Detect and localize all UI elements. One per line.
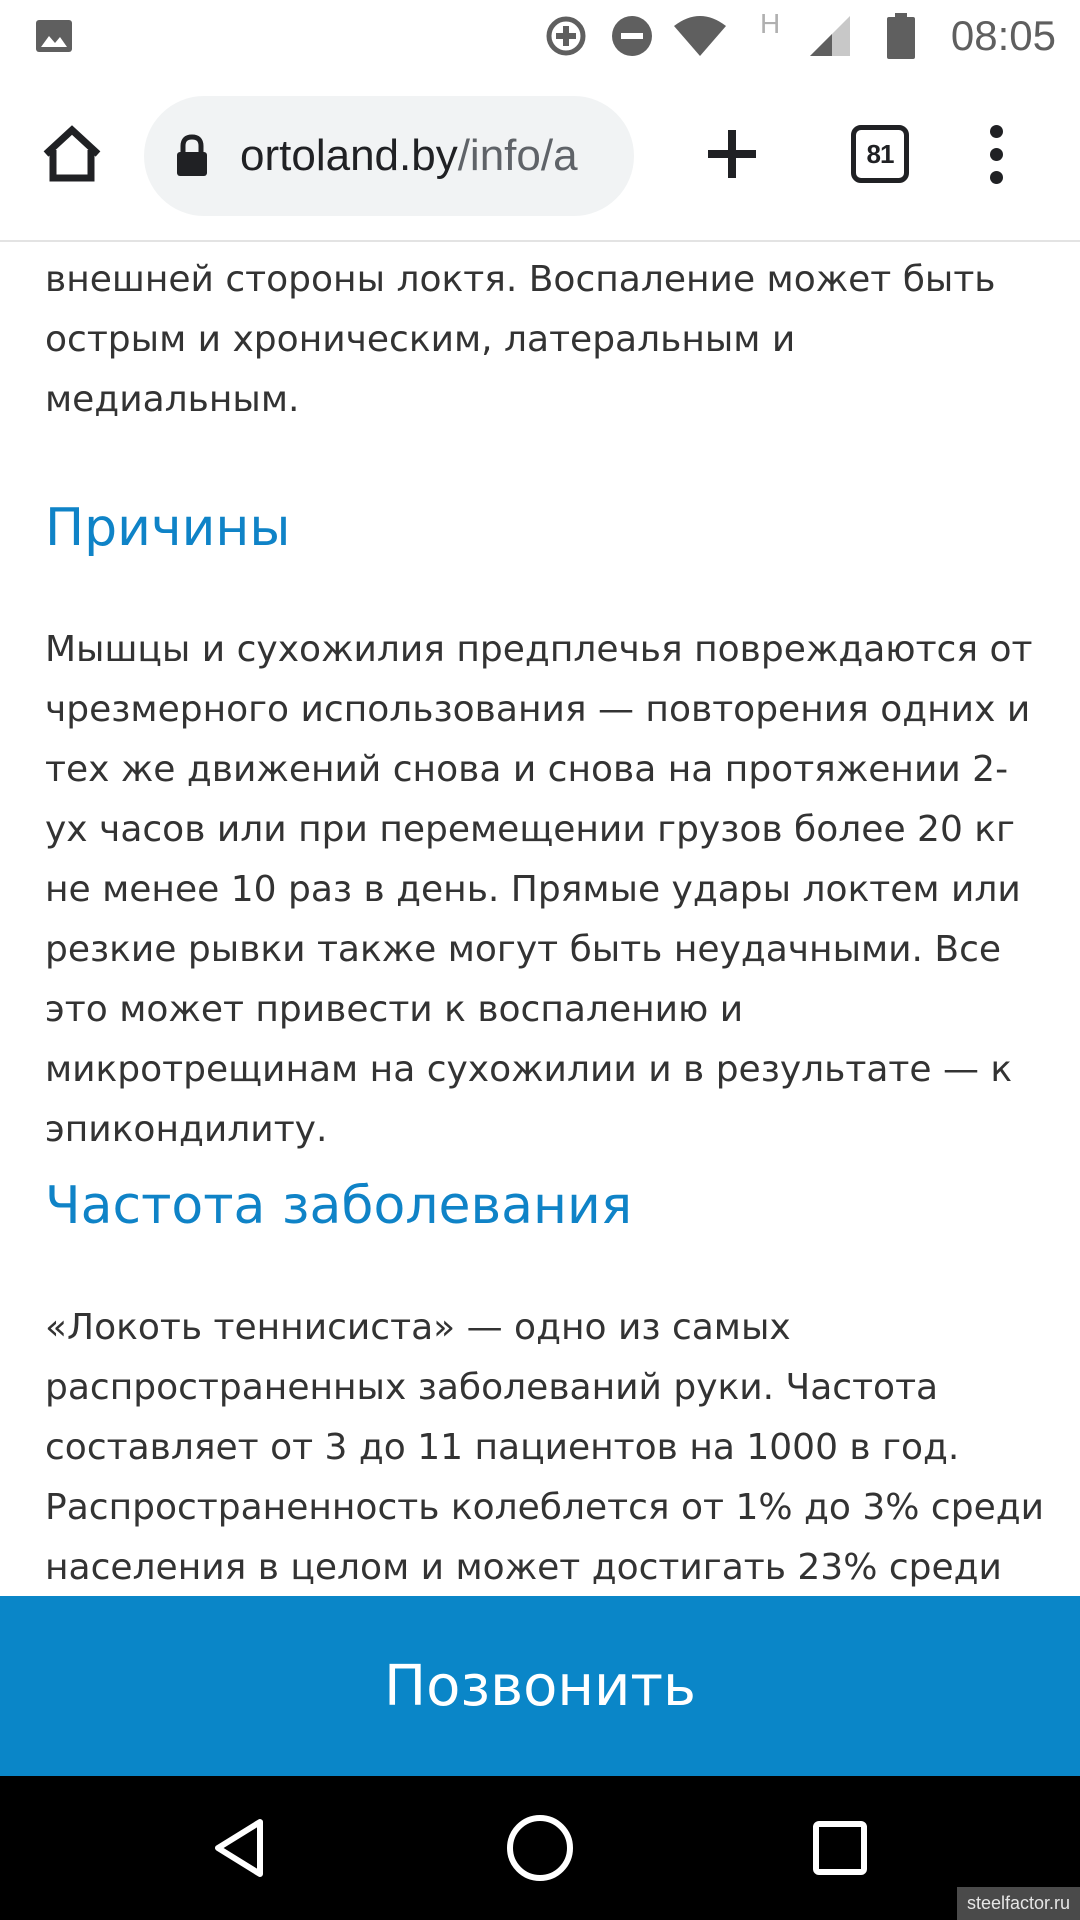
tab-count: 81 xyxy=(851,125,909,183)
url-domain: ortoland.by xyxy=(240,131,458,180)
home-icon xyxy=(40,124,104,184)
battery-icon xyxy=(886,10,916,62)
plus-icon xyxy=(706,128,758,180)
image-icon xyxy=(34,10,74,62)
causes-paragraph: Мышцы и сухожилия предплечья повреждаются от чрезмерного использования — повторения одних и тех же движений снова и снова на протяжении 2-ух часов или при перемещении грузов более 20 кг не менее 10 раз в день. Прямые удары локтем или резкие рывки также могут быть неудачными. Все это может привести к воспалению и микротрещинам на сухожилии и в результате — к эпикондилиту. xyxy=(45,629,1033,1150)
frequency-heading: Частота заболевания xyxy=(45,1176,633,1236)
watermark: steelfactor.ru xyxy=(957,1887,1080,1920)
call-button[interactable]: Позвонить xyxy=(0,1596,1080,1776)
network-type-label: H xyxy=(760,8,781,39)
data-saver-icon xyxy=(544,10,588,62)
home-circle-icon xyxy=(502,1810,578,1886)
url-path: /info/a xyxy=(457,131,578,180)
url-text[interactable] xyxy=(240,96,620,216)
menu-dot xyxy=(990,148,1003,161)
recents-button[interactable] xyxy=(798,1806,882,1890)
frequency-paragraph: «Локоть теннисиста» — одно из самых распространенных заболеваний руки. Частота составляет от 3 до 11 пациентов на 1000 в год. Распространенность колеблется от 1% до 3% среди населения в целом и может достигать 23% среди xyxy=(45,1307,1044,1588)
browser-toolbar xyxy=(0,72,1080,242)
tab-switcher-button[interactable] xyxy=(840,114,920,194)
status-time: 08:05 xyxy=(950,12,1056,59)
recents-icon xyxy=(810,1818,870,1878)
status-bar xyxy=(0,0,1080,72)
causes-heading: Причины xyxy=(45,498,291,558)
lock-icon xyxy=(174,134,210,178)
article-content xyxy=(45,242,1045,1596)
menu-dot xyxy=(990,125,1003,138)
address-bar[interactable] xyxy=(144,96,634,216)
intro-paragraph: внешней стороны локтя. Воспаление может быть острым и хроническим, латеральным и медиальным. xyxy=(45,259,996,420)
new-tab-button[interactable] xyxy=(690,112,774,196)
home-nav-button[interactable] xyxy=(498,1806,582,1890)
do-not-disturb-icon xyxy=(610,10,654,62)
cell-signal-icon xyxy=(808,10,852,62)
back-button[interactable] xyxy=(198,1806,282,1890)
back-icon xyxy=(210,1816,270,1880)
home-button[interactable] xyxy=(30,112,114,196)
wifi-icon xyxy=(672,10,728,62)
system-nav-bar xyxy=(0,1776,1080,1920)
menu-dot xyxy=(990,171,1003,184)
more-vert-icon[interactable] xyxy=(960,112,1032,196)
